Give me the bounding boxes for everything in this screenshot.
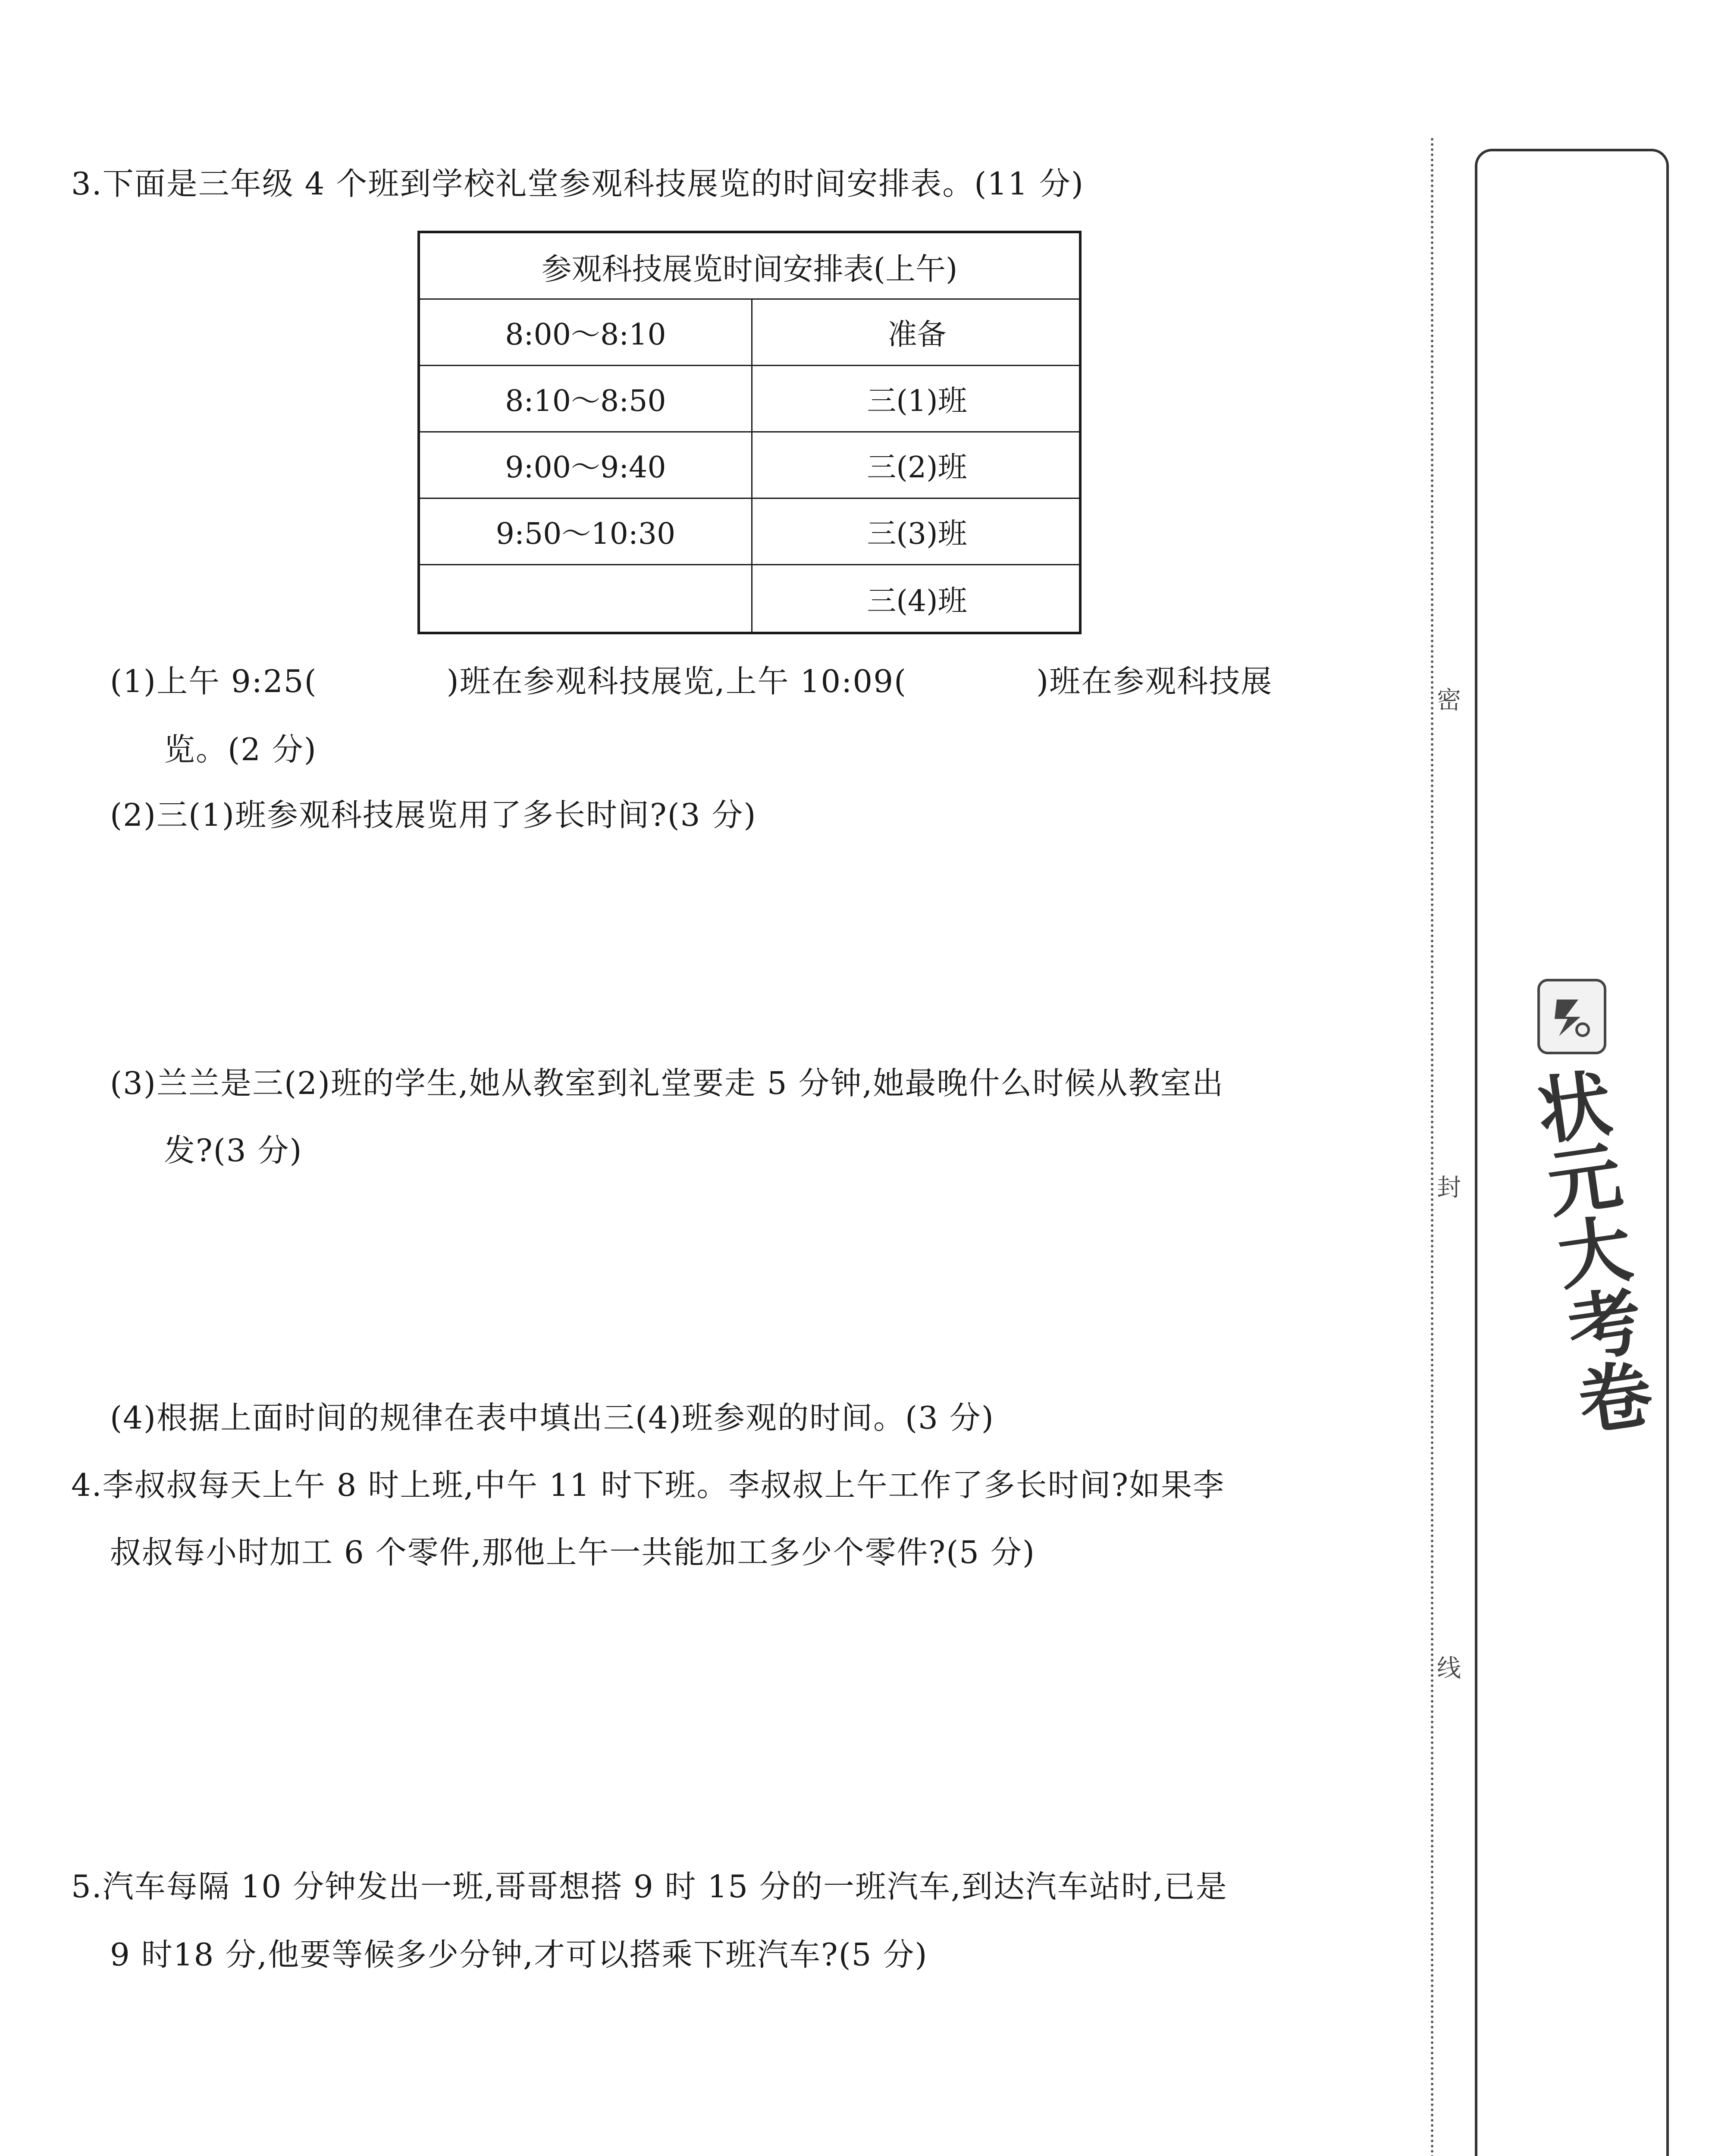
time-cell-empty	[420, 565, 753, 632]
question-5-line2: 9 时18 分,他要等候多少分钟,才可以搭乘下班汽车?(5 分)	[110, 1937, 928, 1973]
table-title-row	[420, 233, 1079, 300]
logo-mark-icon	[1548, 991, 1596, 1043]
binding-dotted-line	[1431, 138, 1433, 2156]
question-5-line1: 5.汽车每隔 10 分钟发出一班,哥哥想搭 9 时 15 分的一班汽车,到达汽车站时,已是	[71, 1868, 1228, 1905]
table-row	[420, 499, 1079, 565]
publisher-logo-icon	[1537, 979, 1606, 1054]
class-cell: 三(1)班	[867, 384, 967, 418]
question-3-sub1	[110, 660, 1273, 703]
margin-char-feng: 封	[1437, 1174, 1461, 1202]
margin-char-mi: 密	[1437, 686, 1461, 714]
margin-char-xian: 线	[1437, 1655, 1461, 1683]
question-3-sub4: (4)根据上面时间的规律在表中填出三(4)班参观的时间。(3 分)	[110, 1400, 994, 1436]
table-row	[420, 565, 1079, 632]
time-cell: 8:00～8:10	[420, 300, 753, 365]
question-3-sub3-line2: 发?(3 分)	[164, 1132, 303, 1169]
time-cell: 8:10～8:50	[420, 366, 753, 431]
sub1-part-c: )班在参观科技展	[1036, 663, 1273, 699]
sub1-part-b: )班在参观科技展览,上午 10:09(	[446, 663, 907, 699]
question-3-sub2: (2)三(1)班参观科技展览用了多长时间?(3 分)	[110, 797, 757, 833]
class-cell: 三(3)班	[867, 517, 967, 551]
table-row	[420, 432, 1079, 499]
schedule-table	[417, 231, 1082, 634]
table-title: 参观科技展览时间安排表(上午)	[541, 251, 958, 287]
class-cell: 准备	[887, 318, 947, 352]
table-row	[420, 366, 1079, 432]
time-cell: 9:00～9:40	[420, 432, 753, 498]
brand-logo: 状元大考卷	[1520, 1064, 1656, 1439]
question-4-line1: 4.李叔叔每天上午 8 时上班,中午 11 时下班。李叔叔上午工作了多长时间?如果李	[71, 1467, 1225, 1503]
question-3-sub1-line2: 览。(2 分)	[164, 731, 317, 768]
class-cell: 三(2)班	[867, 451, 967, 485]
question-4-line2: 叔叔每小时加工 6 个零件,那他上午一共能加工多少个零件?(5 分)	[110, 1534, 1035, 1570]
sub1-part-a: (1)上午 9:25(	[110, 663, 317, 699]
table-row	[420, 300, 1079, 366]
question-3-sub3-line1: (3)兰兰是三(2)班的学生,她从教室到礼堂要走 5 分钟,她最晚什么时候从教室出	[110, 1065, 1224, 1101]
question-3-intro: 3.下面是三年级 4 个班到学校礼堂参观科技展览的时间安排表。(11 分)	[71, 166, 1084, 202]
class-cell: 三(4)班	[867, 584, 967, 618]
time-cell: 9:50～10:30	[420, 499, 753, 564]
